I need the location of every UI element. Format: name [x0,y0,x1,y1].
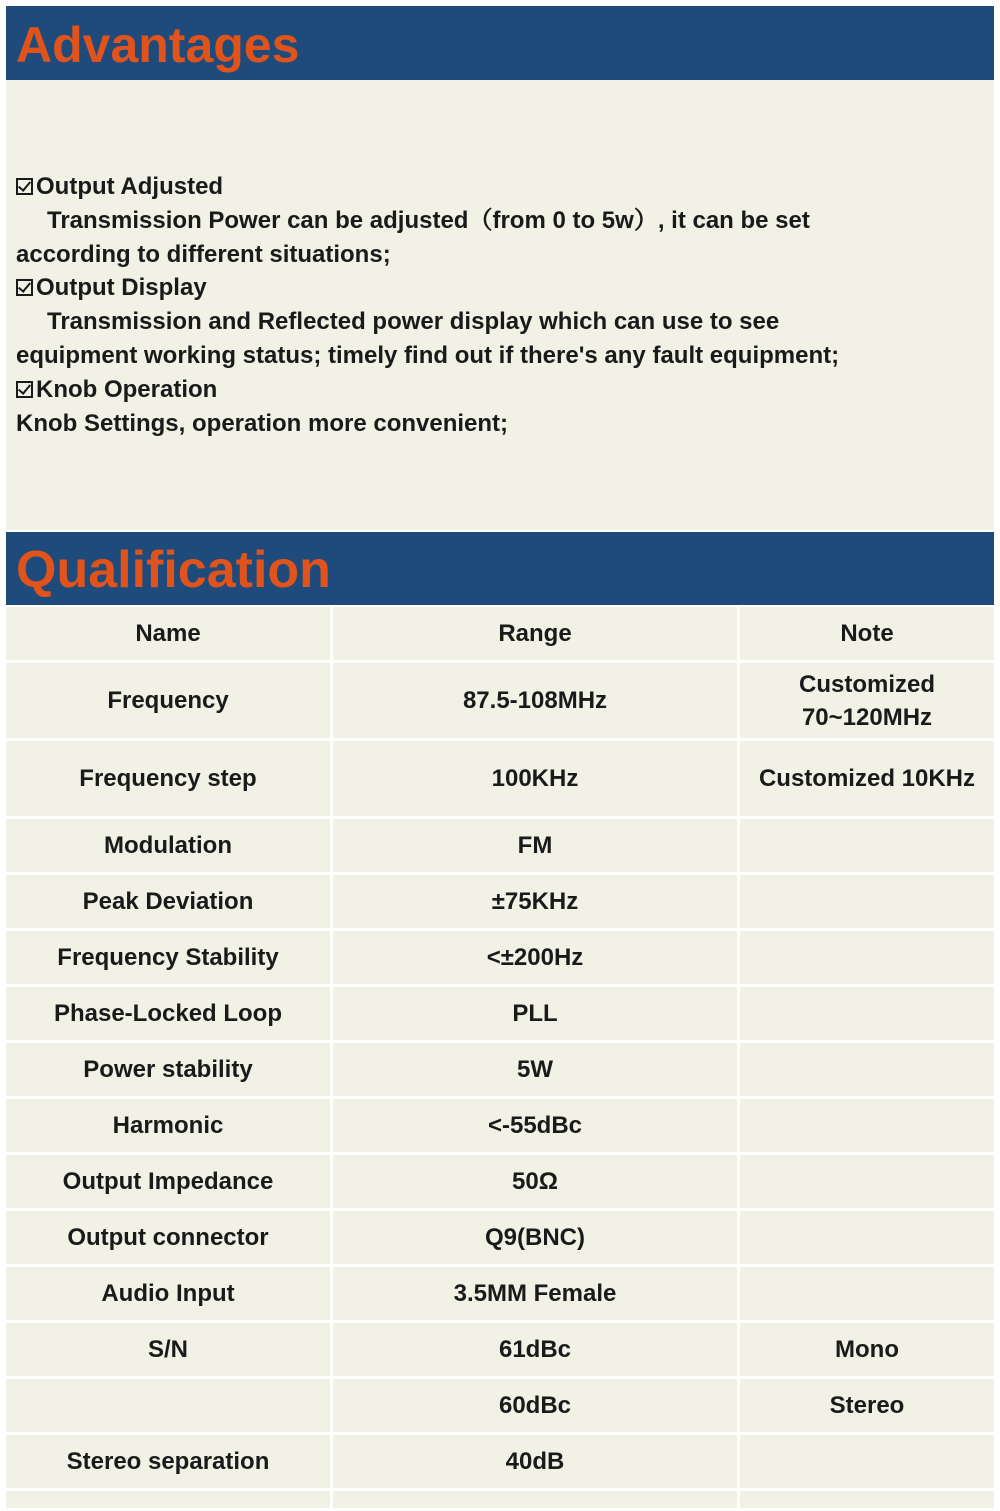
table-row [6,1043,994,1099]
param-range: FM [333,819,737,875]
table-row [6,741,994,819]
param-note: Stereo [740,1379,994,1435]
table-row [6,1323,994,1379]
param-name: Phase-Locked Loop [6,987,330,1043]
param-range: PLL [333,987,737,1043]
param-note [740,1099,994,1155]
param-name: Stereo separation [6,1435,330,1491]
table-row [6,819,994,875]
param-note [740,875,994,931]
param-note [740,1267,994,1323]
param-name: Audio Input [6,1267,330,1323]
param-range: 87.5-108MHz [333,663,737,741]
checkbox-checked-icon [16,279,33,296]
table-row [6,1379,994,1435]
param-name: S/N [6,1323,330,1379]
advantages-list [16,170,986,440]
table-header-row [6,607,994,663]
param-name: Frequency step [6,741,330,819]
column-header-range: Range [333,607,737,663]
param-name: Frequency Stability [6,931,330,987]
param-name: Frequency [6,663,330,741]
param-note: Customized 10KHz [740,741,994,819]
param-note: Customized 70~120MHz [740,663,994,741]
param-note [740,1043,994,1099]
param-note [740,987,994,1043]
checkbox-checked-icon [16,178,33,195]
table-row [6,875,994,931]
advantage-text: Transmission Power can be adjusted（from 0 to 5w）, it can be set [47,206,810,234]
param-range: 100KHz [333,741,737,819]
param-name: Output connector [6,1211,330,1267]
checkbox-checked-icon [16,381,33,398]
param-note [740,1435,994,1491]
param-range: <±200Hz [333,931,737,987]
param-range: 60dBc [333,1379,737,1435]
column-header-name: Name [6,607,330,663]
param-name [6,1379,330,1435]
advantage-text: according to different situations; [16,240,391,268]
param-range: 3.5MM Female [333,1267,737,1323]
param-range: 5W [333,1043,737,1099]
param-name: Peak Deviation [6,875,330,931]
empty-cell [6,1491,330,1511]
param-note [740,931,994,987]
table-row [6,1435,994,1491]
spec-table [6,607,994,1511]
qualification-title: Qualification [16,541,331,599]
param-range: <-55dBc [333,1099,737,1155]
param-name: Output Impedance [6,1155,330,1211]
param-range: 50Ω [333,1155,737,1211]
table-row [6,1267,994,1323]
advantages-banner [6,6,994,80]
param-range: ±75KHz [333,875,737,931]
advantage-text: Knob Settings, operation more convenient; [16,409,509,437]
param-note [740,1211,994,1267]
table-row [6,1211,994,1267]
advantage-text: equipment working status; timely find out if there's any fault equipment; [16,341,840,369]
param-range: Q9(BNC) [333,1211,737,1267]
column-header-note: Note [740,607,994,663]
table-row-partial [6,1491,994,1511]
param-name: Power stability [6,1043,330,1099]
advantage-heading: Output Adjusted [16,170,986,204]
param-note [740,1155,994,1211]
qualification-banner [6,532,994,605]
param-note: Mono [740,1323,994,1379]
param-name: Harmonic [6,1099,330,1155]
table-row [6,663,994,741]
param-range: 61dBc [333,1323,737,1379]
table-row [6,1155,994,1211]
table-row [6,931,994,987]
empty-cell [740,1491,994,1511]
advantages-title: Advantages [16,17,300,73]
table-row [6,1099,994,1155]
advantage-heading: Knob Operation [16,373,986,407]
empty-cell [333,1491,737,1511]
advantage-text: Transmission and Reflected power display which can use to see [47,308,780,336]
param-name: Modulation [6,819,330,875]
advantage-heading: Output Display [16,271,986,305]
table-row [6,987,994,1043]
advantages-body [6,80,994,530]
param-note [740,819,994,875]
param-range: 40dB [333,1435,737,1491]
